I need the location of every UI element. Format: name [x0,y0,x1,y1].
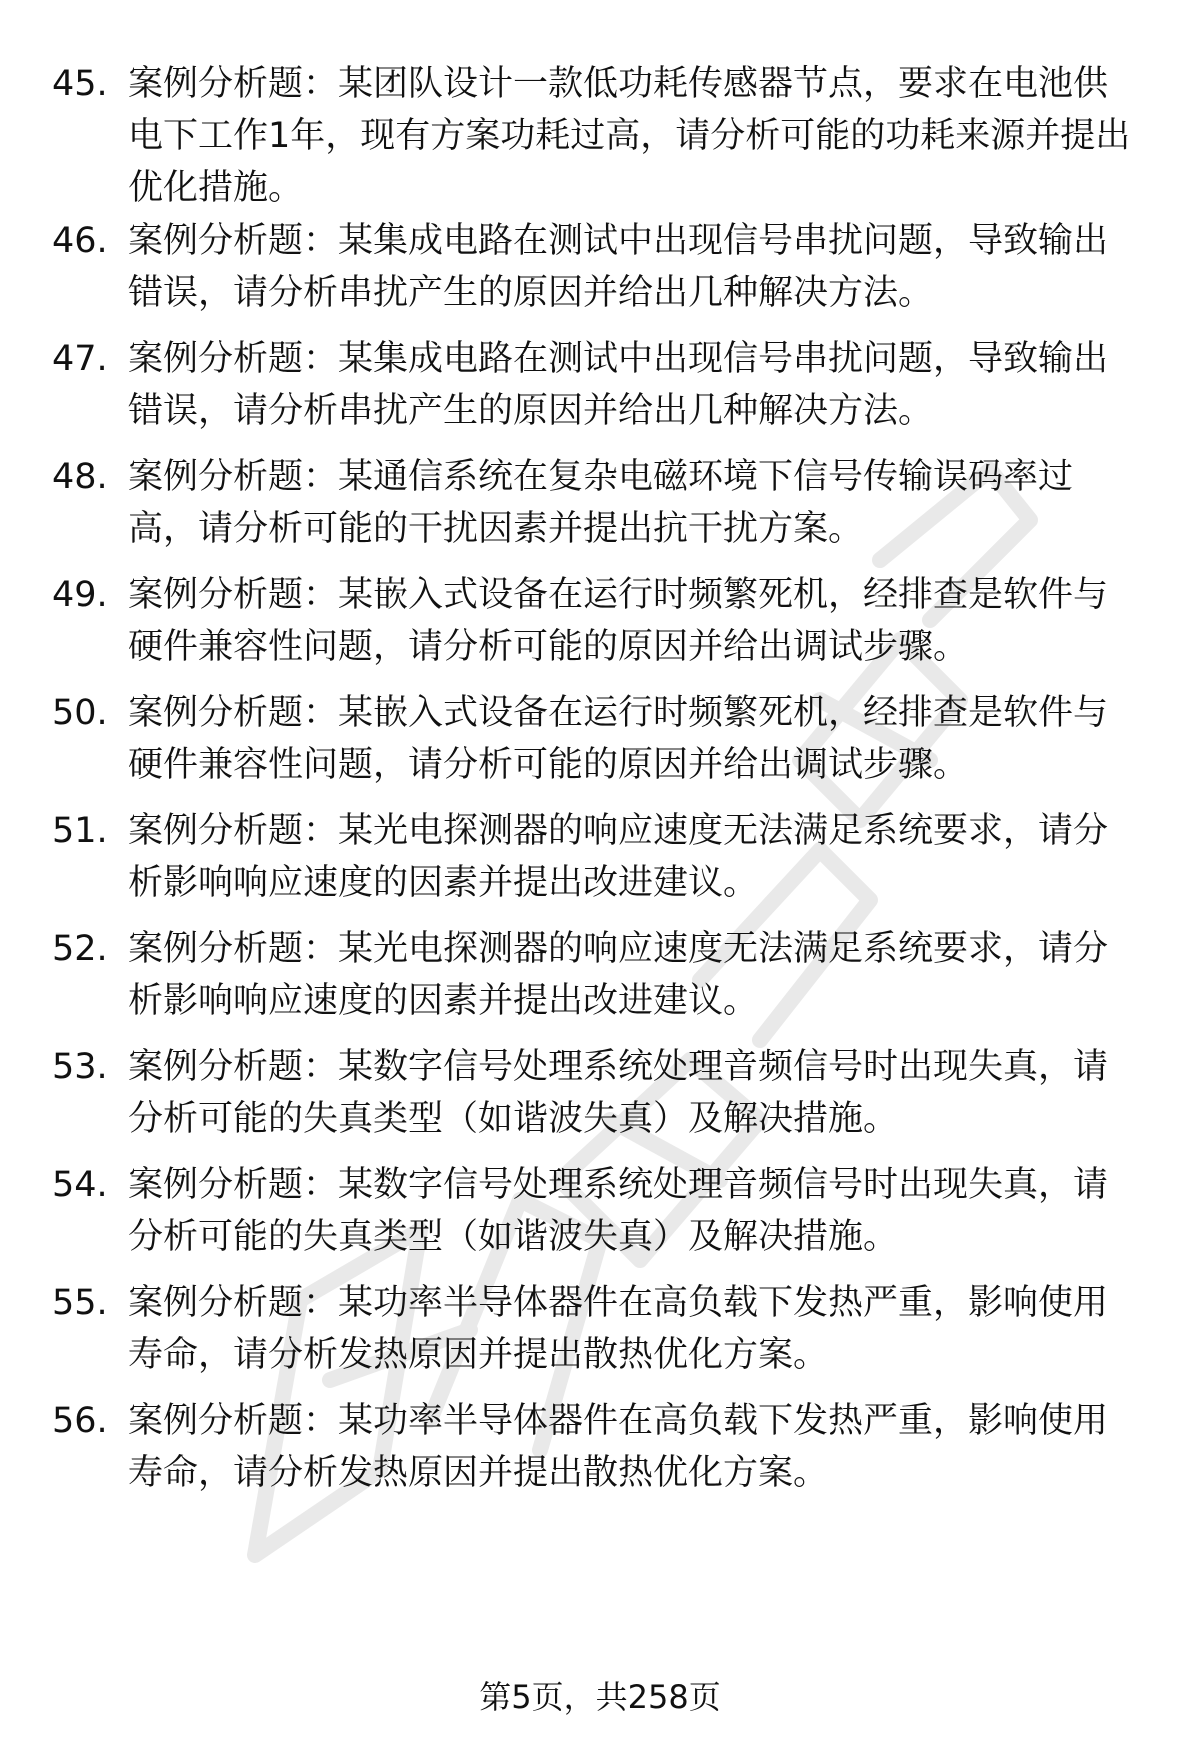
question-text-line: 案例分析题：某数字信号处理系统处理音频信号时出现失真，请 [128,1165,1109,1205]
question-text-line: 案例分析题：某通信系统在复杂电磁环境下信号传输误码率过 [128,457,1074,497]
question-text-line: 寿命，请分析发热原因并提出散热优化方案。 [128,1453,829,1493]
question-number: 48. [52,457,108,497]
question-text-line: 案例分析题：某团队设计一款低功耗传感器节点，要求在电池供 [128,64,1109,104]
question-number: 49. [52,575,108,615]
question-text-line: 案例分析题：某功率半导体器件在高负载下发热严重，影响使用 [128,1283,1109,1323]
question-item [0,1041,1200,1157]
question-text-line: 案例分析题：某光电探测器的响应速度无法满足系统要求，请分 [128,811,1109,851]
question-text-line: 案例分析题：某嵌入式设备在运行时频繁死机，经排查是软件与 [128,693,1109,733]
question-number: 53. [52,1047,108,1087]
question-number: 47. [52,339,108,379]
question-number: 56. [52,1401,108,1441]
question-text-line: 案例分析题：某数字信号处理系统处理音频信号时出现失真，请 [128,1047,1109,1087]
question-item [0,923,1200,1039]
question-number: 52. [52,929,108,969]
question-text-line: 案例分析题：某集成电路在测试中出现信号串扰问题，导致输出 [128,221,1109,261]
question-item [0,1159,1200,1275]
question-number: 46. [52,221,108,261]
question-item [0,333,1200,449]
question-item [0,215,1200,331]
page-number-footer: 第5页，共258页 [479,1678,721,1716]
question-number: 51. [52,811,108,851]
question-text-line: 高，请分析可能的干扰因素并提出抗干扰方案。 [128,509,864,549]
question-number: 45. [52,64,108,104]
question-item [0,451,1200,567]
question-text-line: 分析可能的失真类型（如谐波失真）及解决措施。 [128,1099,899,1139]
question-text-line: 分析可能的失真类型（如谐波失真）及解决措施。 [128,1217,899,1257]
question-text-line: 优化措施。 [128,168,304,208]
question-text-line: 析影响响应速度的因素并提出改进建议。 [128,863,759,903]
question-text-line: 错误，请分析串扰产生的原因并给出几种解决方法。 [128,273,934,313]
question-item [0,1395,1200,1511]
question-number: 54. [52,1165,108,1205]
question-text-line: 寿命，请分析发热原因并提出散热优化方案。 [128,1335,829,1375]
question-text-line: 案例分析题：某光电探测器的响应速度无法满足系统要求，请分 [128,929,1109,969]
question-text-line: 案例分析题：某功率半导体器件在高负载下发热严重，影响使用 [128,1401,1109,1441]
question-item [0,805,1200,921]
question-number: 55. [52,1283,108,1323]
question-text-line: 硬件兼容性问题，请分析可能的原因并给出调试步骤。 [128,745,969,785]
question-text-line: 硬件兼容性问题，请分析可能的原因并给出调试步骤。 [128,627,969,667]
question-item [0,687,1200,803]
question-text-line: 案例分析题：某嵌入式设备在运行时频繁死机，经排查是软件与 [128,575,1109,615]
question-number: 50. [52,693,108,733]
question-item [0,569,1200,685]
question-item [0,58,1200,208]
question-text-line: 电下工作1年，现有方案功耗过高，请分析可能的功耗来源并提出 [128,116,1131,156]
question-text-line: 析影响响应速度的因素并提出改进建议。 [128,981,759,1021]
question-text-line: 案例分析题：某集成电路在测试中出现信号串扰问题，导致输出 [128,339,1109,379]
question-item [0,1277,1200,1393]
question-text-line: 错误，请分析串扰产生的原因并给出几种解决方法。 [128,391,934,431]
